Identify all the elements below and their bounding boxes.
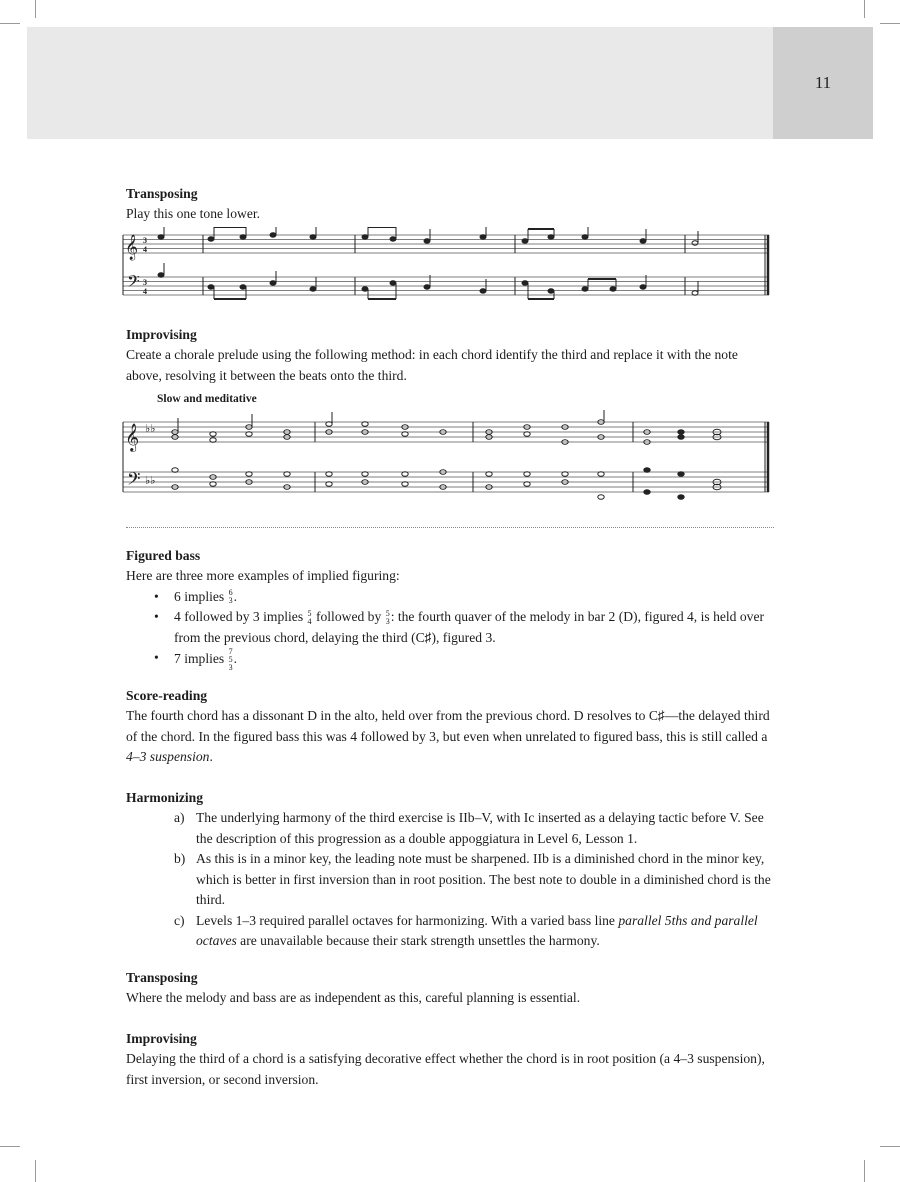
barlines	[123, 422, 768, 492]
list-item-text: 6 implies	[174, 588, 225, 604]
list-item	[126, 808, 776, 849]
list-item: • 6 implies 6 3 .	[174, 587, 776, 608]
section-heading: Score-reading	[126, 688, 208, 703]
figure-stack	[229, 589, 233, 605]
section-divider	[126, 527, 774, 528]
section-heading: Improvising	[126, 327, 197, 342]
time-signature-lower-icon: 4	[143, 245, 147, 254]
bass-clef-icon: 𝄢	[127, 469, 141, 493]
music-score-chorale	[117, 408, 777, 508]
transposing-section-2	[126, 968, 776, 1009]
list-item	[126, 849, 776, 911]
bass-staff	[123, 277, 769, 295]
bass-staff	[123, 472, 769, 492]
emphasis-text: parallel 5ths and parallel octaves	[196, 912, 758, 948]
section-heading: Transposing	[126, 186, 198, 201]
improvising-section-2	[126, 1029, 776, 1090]
body-text-part: The fourth chord has a dissonant D in the alto, held over from the previous chord. D resolves to C♯—the delayed third of the chord. In the figured bass this was 4 followed by 3, but even when unrelated to figured bass, this is still called a	[126, 708, 770, 744]
figure-middle: 5	[228, 655, 233, 664]
bass-time-signature-icon: 3	[143, 278, 147, 287]
improvising-section	[126, 325, 776, 386]
list-item-text: Levels 1–3 required parallel octaves for harmonizing. With a varied bass line	[196, 912, 619, 928]
crop-mark-top-left-h	[0, 23, 20, 24]
figure-stack	[229, 648, 233, 672]
list-item-text: : the fourth quaver of the melody in bar 2 (D), figured 4, is held over from the previous chord, delaying the third (C♯), figured 3.	[174, 609, 765, 645]
list-item-text: 7 implies	[174, 651, 225, 667]
crop-mark-top-right-v	[864, 0, 865, 18]
list-item: • 7 implies 7 5 3 .	[174, 648, 776, 672]
figure-top: 5	[307, 608, 312, 618]
intro-text: Here are three more examples of implied figuring:	[126, 568, 400, 583]
score-reading-section	[126, 686, 776, 768]
crop-mark-bottom-left-h	[0, 1146, 20, 1147]
figure-top: 5	[385, 608, 390, 618]
crop-mark-top-right-h	[880, 23, 900, 24]
figure-stack	[308, 610, 312, 626]
time-signature-icon: 3	[143, 236, 147, 245]
body-text: Where the melody and bass are as independent as this, careful planning is essential.	[126, 990, 581, 1005]
list-item-label: a)	[174, 810, 185, 825]
section-heading: Harmonizing	[126, 790, 204, 805]
figure-stack	[386, 610, 390, 626]
figure-top: 6	[228, 588, 233, 598]
instruction-text: Play this one tone lower.	[126, 206, 261, 221]
section-heading: Improvising	[126, 1031, 197, 1046]
transposing-section	[126, 184, 776, 225]
treble-staff	[123, 235, 769, 253]
page-header-band	[27, 27, 873, 139]
emphasis-text: 4–3 suspension	[126, 749, 210, 764]
key-signature-flat-icon: ♭♭	[145, 423, 156, 435]
harmonizing-list	[126, 808, 776, 952]
figure-bottom: 3	[228, 596, 233, 606]
list-item-text: 4 followed by 3 implies	[174, 609, 304, 624]
body-text: Delaying the third of a chord is a satisfying decorative effect whether the chord is in root position (a 4–3 suspension), first inversion, or second inversion.	[126, 1051, 765, 1087]
crop-mark-top-left-v	[35, 0, 36, 18]
body-text	[126, 706, 776, 768]
bass-notes	[158, 263, 698, 299]
tempo-marking: Slow and meditative	[157, 393, 257, 405]
section-heading: Transposing	[126, 970, 198, 985]
list-item-text: followed by	[315, 609, 382, 624]
harmonizing-section	[126, 788, 776, 952]
treble-clef-icon: 𝄞	[125, 425, 140, 451]
page-number: 11	[814, 73, 832, 92]
figure-bottom: 3	[385, 616, 390, 626]
section-heading: Figured bass	[126, 548, 201, 563]
list-item	[126, 911, 776, 952]
page-number-tab	[773, 27, 873, 139]
list-item	[174, 607, 776, 648]
list-item-text: The underlying harmony of the third exercise is IIb–V, with Ic inserted as a delaying tactic before V. See the description of this progression as a double appoggiatura in Level 6, Lesson 1.	[196, 810, 764, 846]
bass-chords	[172, 468, 721, 500]
list-item-label: b)	[174, 851, 186, 866]
bass-time-signature-lower-icon: 4	[143, 287, 147, 296]
instruction-text: Create a chorale prelude using the following method: in each chord identify the third and replace it with the note above, resolving it between the beats onto the third.	[126, 347, 738, 383]
figure-bottom: 3	[228, 663, 233, 672]
crop-mark-bottom-right-h	[880, 1146, 900, 1147]
figured-bass-section	[126, 546, 776, 672]
crop-mark-bottom-right-v	[864, 1160, 865, 1182]
figuring-list	[126, 587, 776, 673]
crop-mark-bottom-left-v	[35, 1160, 36, 1182]
bass-clef-icon: 𝄢	[127, 273, 140, 295]
treble-clef-icon: 𝄞	[125, 234, 139, 259]
bass-key-signature-flat-icon: ♭♭	[145, 475, 156, 487]
list-item-label: c)	[174, 912, 185, 928]
body-text-end: .	[209, 749, 213, 764]
music-score-transposing	[117, 227, 777, 303]
figure-bottom: 4	[307, 616, 312, 626]
list-item-text: As this is in a minor key, the leading note must be sharpened. IIb is a diminished chord in the minor key, which is better in first inversion than in root position. The best note to double in a diminished chord is the third.	[196, 851, 771, 907]
figure-top: 7	[228, 647, 233, 656]
treble-notes	[158, 227, 698, 245]
list-item-text-end: are unavailable because their stark strength unsettles the harmony.	[236, 933, 600, 948]
